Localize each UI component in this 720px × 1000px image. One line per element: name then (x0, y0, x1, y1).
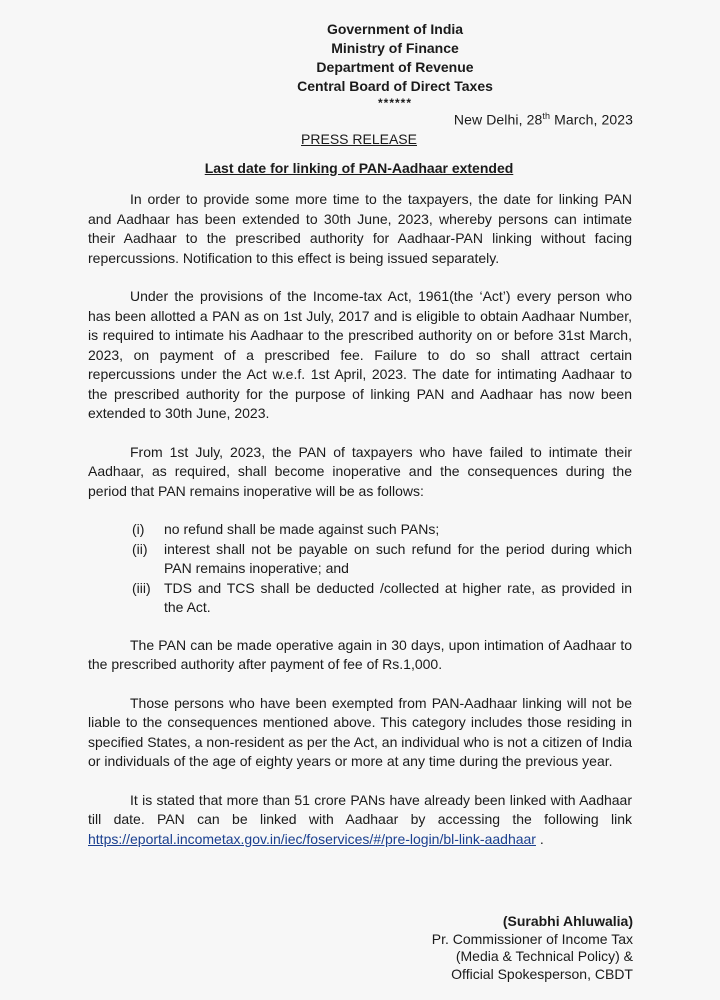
letterhead-line-department: Department of Revenue (316, 59, 474, 75)
subject-heading: Last date for linking of PAN-Aadhaar extended (204, 160, 514, 176)
paragraph-linking-status (88, 791, 632, 850)
list-item (88, 579, 632, 618)
signatory-name: (Surabhi Ahluwalia) (502, 913, 633, 929)
letterhead-line-board: Central Board of Direct Taxes (297, 78, 493, 94)
link-aadhaar-url[interactable]: https://eportal.incometax.gov.in/iec/foservices/#/pre-login/bl-link-aadhaar (88, 830, 536, 847)
signatory-title-3: Official Spokesperson, CBDT (451, 965, 633, 982)
letterhead (0, 20, 720, 110)
dateline (454, 111, 633, 128)
list-item-number: (i) (132, 521, 145, 537)
press-release-label: PRESS RELEASE (301, 131, 417, 147)
list-item (88, 520, 632, 540)
dateline-ordinal: th (542, 111, 551, 121)
paragraph-extension: In order to provide some more time to the taxpayers, the date for linking PAN and Aadhaar has been extended to 30th June, 2023, whereby persons can intimate their Aadhaar to the prescribed authority for Aadhaar-PAN linking without facing repercussions. Notification to this effect is being issued separately. (88, 191, 632, 266)
dateline-prefix: New Delhi, 28 (453, 111, 543, 128)
body-text (88, 190, 632, 849)
paragraph-provisions: Under the provisions of the Income-tax Act, 1961(the ‘Act’) every person who has been allotted a PAN as on 1st July, 2017 and is eligible to obtain Aadhaar Number, is required to intimate his Aadhaar to the prescribed authority on or before 31st March, 2023, on payment of a prescribed fee. Failure to do so shall attract certain repercussions under the Act w.e.f. 1st April, 2023. The date for intimating Aadhaar to the prescribed authority for the purpose of linking PAN and Aadhaar has now been extended to 30th June, 2023. (88, 288, 632, 421)
consequences-list (88, 520, 632, 618)
list-item-text: no refund shall be made against such PANs; (164, 521, 440, 537)
letterhead-line-ministry: Ministry of Finance (331, 40, 459, 56)
list-item-number: (iii) (132, 579, 151, 596)
paragraph-exemptions: Those persons who have been exempted from PAN-Aadhaar linking will not be liable to the consequences mentioned above. This category includes those residing in specified States, a non-resident as per the Act, an individual who is not a citizen of India or individuals of the age of eighty years or more at any time during the previous year. (88, 694, 632, 769)
signatory-title-2: (Media & Technical Policy) & (455, 948, 633, 964)
linking-status-end: . (535, 830, 544, 847)
list-item-text: interest shall not be payable on such refund for the period during which PAN remains inoperative; and (164, 540, 632, 576)
list-item-text: TDS and TCS shall be deducted /collected at higher rate, as provided in the Act. (164, 579, 632, 615)
paragraph-operative-again: The PAN can be made operative again in 30 days, upon intimation of Aadhaar to the prescribed authority after payment of fee of Rs.1,000. (88, 636, 632, 672)
list-item (88, 540, 632, 579)
dateline-rest: March, 2023 (550, 111, 633, 128)
signatory-title-1: Pr. Commissioner of Income Tax (431, 930, 633, 947)
list-item-number: (ii) (132, 540, 148, 557)
signature-block (432, 913, 633, 983)
paragraph-inoperative: From 1st July, 2023, the PAN of taxpayers who have failed to intimate their Aadhaar, as required, shall become inoperative and the consequences during the period that PAN remains inoperative will be as follows: (88, 443, 632, 499)
letterhead-line-government: Government of India (326, 21, 464, 37)
linking-status-text: It is stated that more than 51 crore PANs have already been linked with Aadhaar till date. PAN can be linked with Aadhaar by accessing the following link (88, 791, 632, 827)
letterhead-separator: ****** (377, 96, 413, 110)
